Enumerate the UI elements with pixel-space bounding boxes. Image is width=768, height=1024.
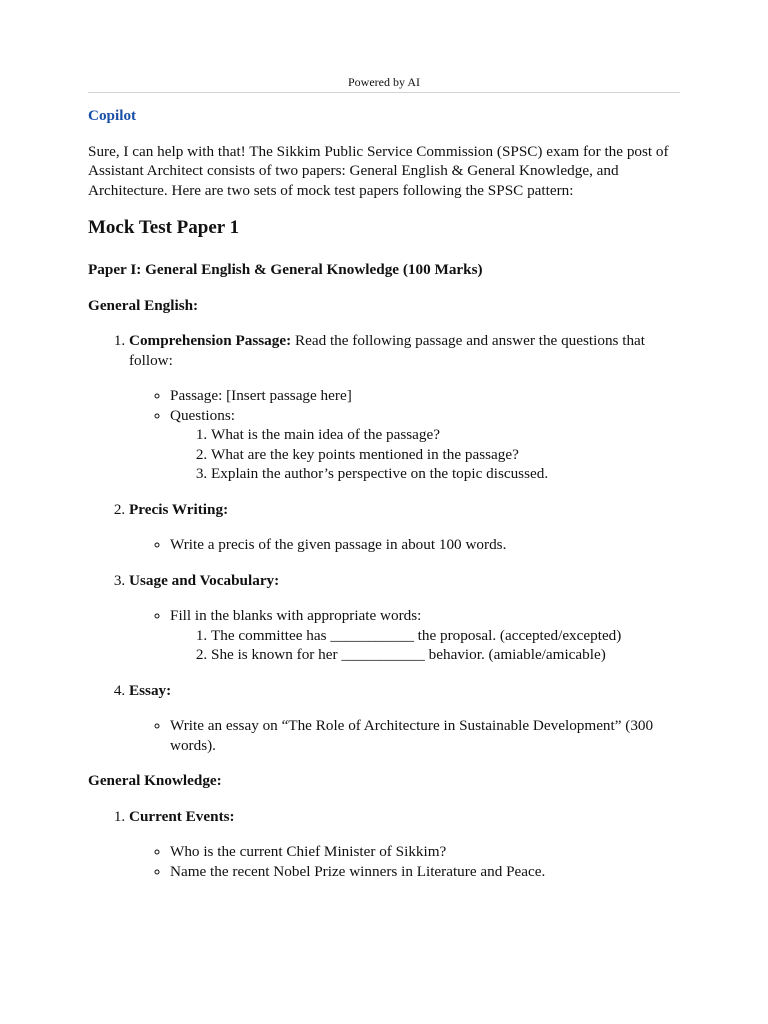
question-list (170, 425, 680, 484)
sub-item: ◦ Fill in the blanks with appropriate words: 1. The committee has ___________ the proposal. (accepted/excepted) 2. She is known for her ___________ behavior. (amiable/amicable) (170, 606, 680, 665)
paper-title: Paper I: General English & General Knowledge (100 Marks) (88, 261, 483, 278)
powered-by-label: Powered by AI (348, 75, 420, 89)
question-item: 3. Explain the author’s perspective on the topic discussed. (211, 464, 680, 484)
general-knowledge-heading: General Knowledge: (88, 772, 222, 789)
list-item (129, 500, 680, 555)
general-english-list (88, 331, 680, 755)
item-title: Essay: (129, 681, 172, 699)
sub-list (129, 606, 680, 665)
question-item: 1. The committee has ___________ the proposal. (accepted/excepted) (211, 626, 680, 646)
sub-item: ◦ Write a precis of the given passage in about 100 words. (170, 535, 680, 555)
mock-test-title: Mock Test Paper 1 (88, 217, 240, 238)
response-content (88, 106, 680, 897)
general-english-heading: General English: (88, 296, 199, 314)
sub-item: ◦ Passage: [Insert passage here] (170, 386, 680, 406)
sub-list (129, 842, 680, 881)
question-item: 1. What is the main idea of the passage? (211, 425, 680, 445)
list-item (129, 571, 680, 665)
intro-paragraph: Sure, I can help with that! The Sikkim Public Service Commission (SPSC) exam for the post of Assistant Architect consists of two papers: General English & General Knowledge, and Architecture. Here are two sets of mock test papers following the SPSC pattern: (88, 142, 669, 199)
list-item (129, 807, 680, 882)
general-knowledge-list (88, 807, 680, 882)
question-item: 2. She is known for her ___________ behavior. (amiable/amicable) (211, 645, 680, 665)
list-item (129, 331, 680, 484)
item-title: Usage and Vocabulary: (129, 571, 280, 589)
sub-item: ◦ Who is the current Chief Minister of Sikkim? (170, 842, 680, 862)
question-item: 2. What are the key points mentioned in the passage? (211, 445, 680, 465)
sub-list (129, 716, 680, 755)
sub-list (129, 535, 680, 555)
sub-list (129, 386, 680, 484)
item-title: Comprehension Passage: (129, 332, 292, 349)
question-list (170, 626, 680, 665)
header-divider (88, 92, 680, 93)
item-title: Current Events: (129, 807, 235, 825)
item-text: Read the following passage and answer the questions that follow: (129, 332, 646, 369)
list-item (129, 681, 680, 756)
sub-item: ◦ Questions: 1. What is the main idea of the passage? 2. What are the key points mentioned in the passage? 3. Explain the author’s perspective on the topic discussed. (170, 406, 680, 484)
assistant-name: Copilot (88, 107, 137, 124)
sub-item: ◦ Write an essay on “The Role of Architecture in Sustainable Development” (300 words). (170, 716, 680, 755)
sub-item: ◦ Name the recent Nobel Prize winners in Literature and Peace. (170, 862, 680, 882)
item-title: Precis Writing: (129, 500, 229, 518)
